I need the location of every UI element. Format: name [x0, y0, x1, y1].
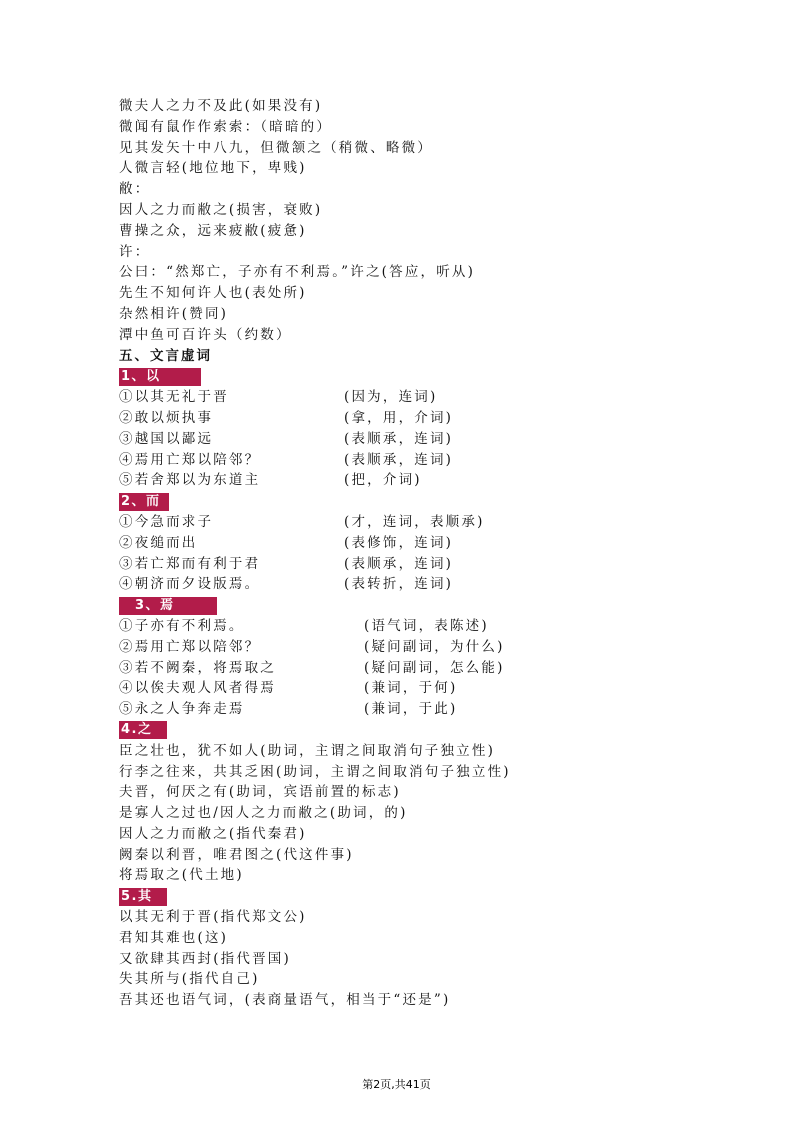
- example-note: (语气词，表陈述): [364, 617, 489, 634]
- table-row: [119, 678, 759, 699]
- example-text: ②焉用亡郑以陪邻？: [119, 638, 261, 655]
- text-line: 因人之力而敝之(损害，衰败): [119, 201, 323, 218]
- table-row: [119, 470, 759, 491]
- example-note: (因为，连词): [344, 389, 438, 406]
- group-label-er: 2、而: [119, 493, 169, 511]
- example-note: (疑问副词，为什么): [364, 638, 505, 655]
- group-label-zhi: 4.之: [119, 721, 167, 739]
- text-line: 君知其难也(这): [119, 929, 229, 946]
- example-note: (疑问副词，怎么能): [364, 659, 505, 676]
- text-line: 将焉取之(代土地): [119, 867, 244, 884]
- text-line: 许：: [119, 243, 151, 260]
- group-label-yan: 3、焉: [119, 597, 217, 615]
- text-line: 见其发矢十中八九，但微颔之（稍微、略微）: [119, 139, 433, 156]
- example-note: (表修饰，连词): [344, 534, 454, 551]
- example-note: (表转折，连词): [344, 576, 454, 593]
- example-text: ①今急而求子: [119, 513, 214, 530]
- table-row: [119, 616, 759, 637]
- page-footer: 第2页,共41页: [362, 1078, 431, 1091]
- example-text: ⑤永之人争奔走焉: [119, 701, 245, 718]
- example-note: (表顺承，连词): [344, 451, 454, 468]
- text-line: 杂然相许(赞同): [119, 305, 229, 322]
- example-note: (表顺承，连词): [344, 430, 454, 447]
- example-text: ④以俟夫观人风者得焉: [119, 680, 276, 697]
- section-title: 五、文言虚词: [119, 347, 212, 364]
- text-line: 公曰：“然郑亡，子亦有不利焉。”许之(答应，听从): [119, 264, 476, 281]
- text-line: 吾其还也语气词，(表商量语气，相当于“还是”): [119, 992, 451, 1009]
- example-note: (表顺承，连词): [344, 555, 454, 572]
- text-line: 因人之力而敝之(指代秦君): [119, 825, 307, 842]
- table-row: [119, 533, 759, 554]
- text-line: 臣之壮也，犹不如人(助词，主谓之间取消句子独立性): [119, 742, 496, 759]
- example-text: ②敢以烦执事: [119, 409, 214, 426]
- example-text: ③若亡郑而有利于君: [119, 555, 261, 572]
- example-note: (才，连词，表顺承): [344, 513, 485, 530]
- document-body: [119, 96, 759, 1011]
- table-row: [119, 408, 759, 429]
- table-row: [119, 450, 759, 471]
- text-line: 微闻有鼠作作索索：（暗暗的）: [119, 118, 333, 135]
- table-row: [119, 554, 759, 575]
- table-row: [119, 387, 759, 408]
- example-note: (兼词，于此): [364, 701, 458, 718]
- example-text: ④焉用亡郑以陪邻？: [119, 451, 261, 468]
- text-line: 潭中鱼可百许头（约数）: [119, 326, 292, 343]
- text-line: 行李之往来，共其乏困(助词，主谓之间取消句子独立性): [119, 763, 511, 780]
- table-row: [119, 637, 759, 658]
- table-row: [119, 699, 759, 720]
- group-label-yi: 1、以: [119, 368, 201, 386]
- text-line: 人微言轻(地位地下，卑贱): [119, 160, 307, 177]
- text-line: 是寡人之过也/因人之力而敝之(助词，的): [119, 805, 408, 822]
- text-line: 以其无利于晋(指代郑文公): [119, 909, 307, 926]
- table-row: [119, 512, 759, 533]
- example-text: ⑤若舍郑以为东道主: [119, 472, 261, 489]
- example-text: ①以其无礼于晋: [119, 389, 229, 406]
- table-row: [119, 658, 759, 679]
- text-line: 先生不知何许人也(表处所): [119, 285, 307, 302]
- example-text: ④朝济而夕设版焉。: [119, 576, 261, 593]
- text-line: 曹操之众，远来疲敝(疲惫): [119, 222, 307, 239]
- text-line: 微夫人之力不及此(如果没有): [119, 98, 323, 114]
- example-note: (兼词，于何): [364, 680, 458, 697]
- example-note: (拿，用，介词): [344, 409, 454, 426]
- text-line: 夫晋，何厌之有(助词，宾语前置的标志): [119, 784, 401, 801]
- intro-block: [119, 96, 759, 346]
- example-text: ①子亦有不利焉。: [119, 617, 245, 634]
- group-label-qi: 5.其: [119, 888, 167, 906]
- table-row: [119, 574, 759, 595]
- table-row: [119, 429, 759, 450]
- text-line: 又欲肆其西封(指代晋国): [119, 950, 291, 967]
- text-line: 失其所与(指代自己): [119, 971, 260, 988]
- text-line: 敝：: [119, 181, 151, 198]
- example-text: ③越国以鄙远: [119, 430, 214, 447]
- text-line: 阙秦以利晋，唯君图之(代这件事): [119, 846, 354, 863]
- example-text: ②夜缒而出: [119, 534, 198, 551]
- example-text: ③若不阙秦，将焉取之: [119, 659, 276, 676]
- example-note: (把，介词): [344, 472, 422, 489]
